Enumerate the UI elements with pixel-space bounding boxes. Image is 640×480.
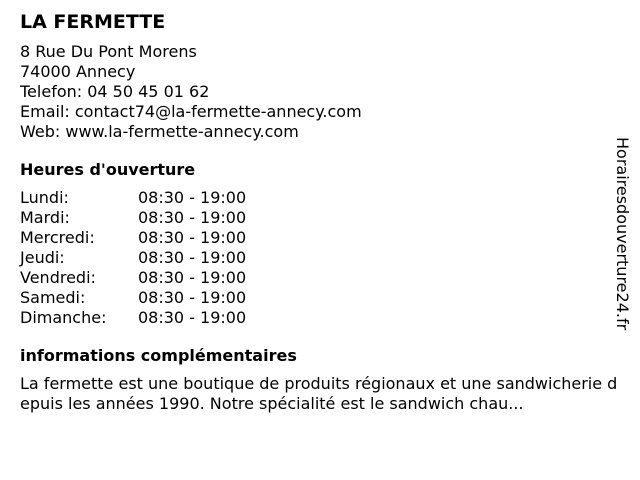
hours-row-friday [20,268,616,288]
web-line: Web: www.la-fermette-annecy.com [20,122,299,141]
hours-time-value: 08:30 - 19:00 [138,288,247,307]
hours-day-label: Lundi: [20,188,69,207]
info-description: La fermette est une boutique de produits régionaux et une sandwicherie depuis les années 1990. Notre spécialité est le sandwich chau... [20,374,618,413]
business-card [20,10,616,414]
hours-row-tuesday [20,208,616,228]
phone-line: Telefon: 04 50 45 01 62 [20,82,210,101]
hours-day-label: Mercredi: [20,228,95,247]
info-heading: informations complémentaires [20,346,297,365]
hours-day-label: Samedi: [20,288,86,307]
hours-table [20,188,616,328]
hours-day-label: Mardi: [20,208,70,227]
hours-row-sunday [20,308,616,328]
brand-watermark: Horairesdouverture24.fr [613,137,632,331]
hours-row-saturday [20,288,616,308]
hours-time-value: 08:30 - 19:00 [138,188,247,207]
hours-row-wednesday [20,228,616,248]
hours-row-monday [20,188,616,208]
hours-time-value: 08:30 - 19:00 [138,248,247,267]
address-street: 8 Rue Du Pont Morens [20,42,197,61]
hours-row-thursday [20,248,616,268]
hours-day-label: Dimanche: [20,308,107,327]
email-line: Email: contact74@la-fermette-annecy.com [20,102,362,121]
address-block [20,42,616,142]
business-name: LA FERMETTE [20,11,166,33]
hours-day-label: Jeudi: [20,248,65,267]
hours-heading: Heures d'ouverture [20,160,196,179]
hours-time-value: 08:30 - 19:00 [138,268,247,287]
hours-time-value: 08:30 - 19:00 [138,308,247,327]
hours-day-label: Vendredi: [20,268,96,287]
address-city: 74000 Annecy [20,62,136,81]
hours-time-value: 08:30 - 19:00 [138,208,247,227]
hours-time-value: 08:30 - 19:00 [138,228,247,247]
